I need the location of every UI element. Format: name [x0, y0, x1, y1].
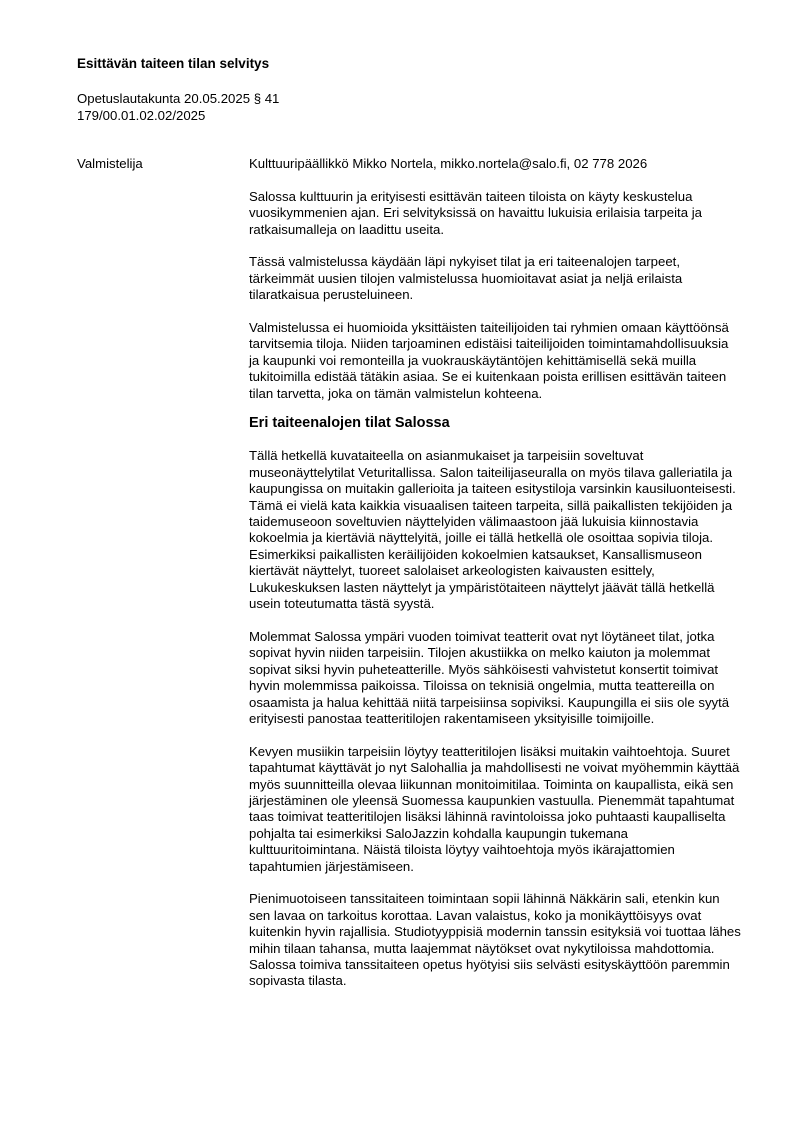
- meeting-reference: [77, 91, 279, 124]
- preparer-label: Valmistelija: [77, 156, 143, 171]
- document-title: Esittävän taiteen tilan selvitys: [77, 56, 270, 71]
- section-heading: Eri taiteenalojen tilat Salossa: [249, 415, 450, 432]
- preparer-info: Kulttuuripäällikkö Mikko Nortela, mikko.nortela@salo.fi, 02 778 2026: [249, 156, 648, 171]
- paragraph: Molemmat Salossa ympäri vuoden toimivat teatterit ovat nyt löytäneet tilat, jotka sopivat hyvin niiden tarpeisiin. Tilojen akustiikka on melko kaiuton ja molemmat sopivat siksi hyvin puheteatterille. Myös sähköisesti vahvistetut konsertit toimivat hyvin molemmissa paikoissa. Tiloissa on teknisiä ongelmia, mutta teattereilla on osaamista ja halua kehittää niitä tarpeisiinsa sopiviksi. Kaupungilla ei siis ole syytä erityisesti panostaa teatteritilojen rakentamiseen yksityisille toimijoille.: [249, 628, 730, 726]
- paragraph: Salossa kulttuurin ja erityisesti esittävän taiteen tiloista on käyty keskustelua vuosikymmenien ajan. Eri selvityksissä on havaittu lukuisia erilaisia tarpeita ja ratkaisumalleja on laadittu useita.: [249, 188, 702, 237]
- paragraph: Pienimuotoiseen tanssitaiteen toimintaan sopii lähinnä Näkkärin sali, etenkin kun sen lavaa on tarkoitus korottaa. Lavan valaistus, koko ja monikäyttöisyys ovat kuitenkin hyvin rajallisia. Studiotyyppisiä modernin tanssin esityksiä voi tuottaa lähes mihin tilaan tahansa, mutta laajemmat näytökset ovat nykytiloissa mahdottomia. Salossa toimiva tanssitaiteen opetus hyötyisi siis selvästi esityskäyttöön paremmin sopivasta tilasta.: [249, 891, 741, 989]
- record-number: 179/00.01.02.02/2025: [77, 107, 206, 123]
- document-body: [249, 156, 741, 1006]
- paragraph: Valmistelussa ei huomioida yksittäisten taiteilijoiden tai ryhmien omaan käyttöönsä tarvitsemia tiloja. Niiden tarjoaminen edistäisi taiteilijoiden toimintamahdollisuuksia ja kaupunki voi remonteilla ja vuokrauskäytäntöjen kehittämisellä sekä muilla tukitoimilla edistää tätäkin asiaa. Se ei kuitenkaan poista erillisen esittävän taiteen tilan tarvetta, joka on tämän valmistelun kohteena.: [249, 320, 729, 401]
- paragraph: Tällä hetkellä kuvataiteella on asianmukaiset ja tarpeisiin soveltuvat museonäyttelytilat Veturitallissa. Salon taiteilijaseuralla on myös tilava galleriatila ja kaupungissa on muitakin gallerioita ja taiteen esitystiloja varsinkin kausiluonteisesti. Tämä ei vielä kata kaikkia visuaalisen taiteen tarpeita, sillä paikallisten tekijöiden ja taidemuseoon soveltuvien näyttelyiden välimaastoon jää lukuisia kiinnostavia kokoelmia ja kiertäviä näyttelyitä, joille ei tällä hetkellä ole osoittaa sopivia tiloja. Esimerkiksi paikallisten keräilijöiden kokoelmien katsaukset, Kansallismuseon kiertävät näyttelyt, tuoreet salolaiset arkeologisten kaivausten esittely, Lukukeskuksen lasten näyttelyt ja ympäristötaiteen näyttelyt jäävät tällä hetkellä usein toteutumatta tästä syystä.: [249, 448, 736, 612]
- paragraph: Tässä valmistelussa käydään läpi nykyiset tilat ja eri taiteenalojen tarpeet, tärkeimmät uusien tilojen valmistelussa huomioitavat asiat ja neljä erilaista tilaratkaisua perusteluineen.: [249, 254, 683, 303]
- paragraph: Kevyen musiikin tarpeisiin löytyy teatteritilojen lisäksi muitakin vaihtoehtoja. Suuret tapahtumat käyttävät jo nyt Salohallia ja mahdollisesti ne voivat myöhemmin käyttää myös suunnitteilla olevaa liikunnan monitoimitilaa. Toiminta on kaupallista, eikä sen järjestäminen ole yleensä Suomessa kaupunkien vastuulla. Pienemmät tapahtumat taas toimivat teatteritilojen lisäksi lähinnä ravintoloissa joko puhtaasti kaupalliselta pohjalta tai esimerkiksi SaloJazzin kohdalla kaupungin tukemana kulttuuritoimintana. Näistä tiloista löytyy vaihtoehtoja myös ikärajattomien tapahtumien järjestämiseen.: [249, 743, 740, 874]
- meeting-line: Opetuslautakunta 20.05.2025 § 41: [77, 91, 280, 106]
